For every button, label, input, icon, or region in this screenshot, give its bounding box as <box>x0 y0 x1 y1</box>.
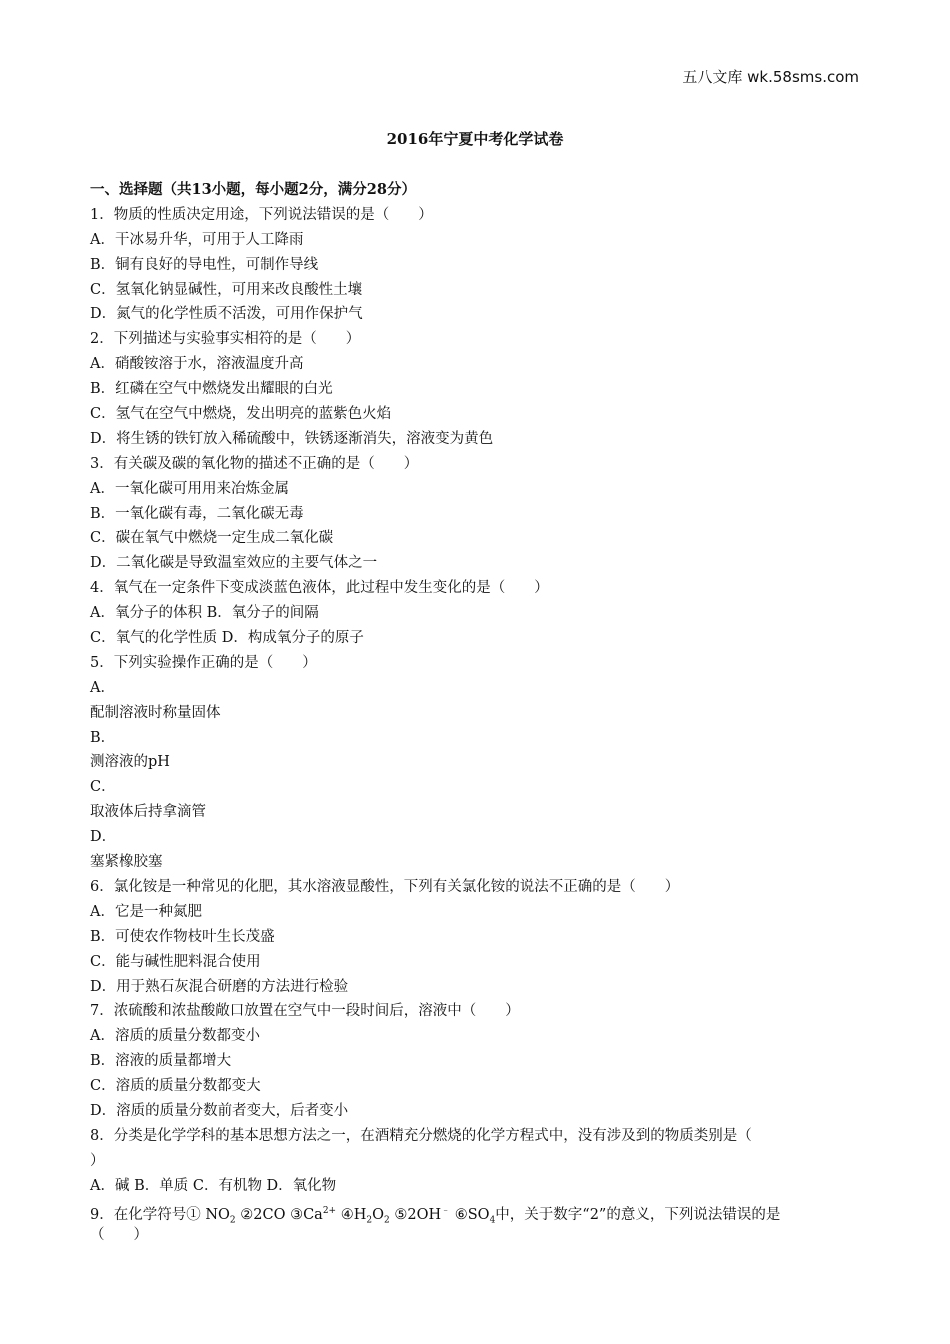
question-line: B． <box>90 729 116 746</box>
exam-title: 2016年宁夏中考化学试卷 <box>386 130 564 148</box>
question-line: 2．下列描述与实验事实相符的是（ ） <box>90 331 361 348</box>
question-lines <box>90 203 860 1124</box>
q9-symbol-5: ⑤2OH <box>389 1206 442 1223</box>
question-line: C．氧气的化学性质 D．构成氧分子的原子 <box>90 630 364 647</box>
question-line: 测溶液的pH <box>90 754 170 771</box>
q9-symbol-6-sub: 4 <box>489 1215 496 1226</box>
q8-line-2: ） <box>90 1152 105 1169</box>
q9-symbol-4-sub1: 2 <box>366 1215 373 1226</box>
q9-line-2: （ ） <box>90 1227 148 1244</box>
question-line: A．干冰易升华，可用于人工降雨 <box>90 231 304 248</box>
question-line: 配制溶液时称量固体 <box>90 704 221 721</box>
question-line: D．氮气的化学性质不活泼，可用作保护气 <box>90 306 363 323</box>
question-line: 塞紧橡胶塞 <box>90 854 163 871</box>
question-line: B．一氧化碳有毒，二氧化碳无毒 <box>90 505 304 522</box>
question-line: 3．有关碳及碳的氧化物的描述不正确的是（ ） <box>90 455 419 472</box>
question-line: C．溶质的质量分数都变大 <box>90 1078 261 1095</box>
q9-symbol-4b: O <box>372 1206 384 1223</box>
question-line: 4．氧气在一定条件下变成淡蓝色液体，此过程中发生变化的是（ ） <box>90 580 549 597</box>
q9-line-1 <box>90 1199 860 1224</box>
q9-suffix: 中，关于数字“2”的意义，下列说法错误的是 <box>495 1206 781 1223</box>
question-line: C．氢气在空气中燃烧，发出明亮的蓝紫色火焰 <box>90 406 392 423</box>
q9-symbol-5-sup: ﹣ <box>441 1205 451 1216</box>
question-line: B．溶液的质量都增大 <box>90 1053 232 1070</box>
section-heading: 一、选择题（共13小题，每小题2分，满分28分） <box>90 181 416 198</box>
question-line: C．碳在氧气中燃烧一定生成二氧化碳 <box>90 530 334 547</box>
question-line: A．一氧化碳可用用来冶炼金属 <box>90 480 289 497</box>
q8-options: A．碱 B．单质 C．有机物 D．氧化物 <box>90 1177 337 1194</box>
question-line: D．用于熟石灰混合研磨的方法进行检验 <box>90 978 349 995</box>
q8-line-1: 8．分类是化学学科的基本思想方法之一，在酒精充分燃烧的化学方程式中，没有涉及到的物质类别是（ <box>90 1127 752 1144</box>
q9-symbol-6: ⑥SO <box>450 1206 490 1223</box>
question-line: B．铜有良好的导电性，可制作导线 <box>90 256 319 273</box>
question-line: D．溶质的质量分数前者变大，后者变小 <box>90 1102 349 1119</box>
q9-symbol-1-sub: 2 <box>229 1215 236 1226</box>
question-line: 6．氯化铵是一种常见的化肥，其水溶液显酸性，下列有关氯化铵的说法不正确的是（ ） <box>90 878 680 895</box>
q9-symbol-4-sub2: 2 <box>384 1215 390 1226</box>
question-line: A． <box>90 679 115 696</box>
question-line: C．氢氧化钠显碱性，可用来改良酸性土壤 <box>90 281 363 298</box>
question-line: 1．物质的性质决定用途，下列说法错误的是（ ） <box>90 206 433 223</box>
question-line: D．二氧化碳是导致温室效应的主要气体之一 <box>90 555 378 572</box>
question-line: A．它是一种氮肥 <box>90 903 202 920</box>
question-line: A．溶质的质量分数都变小 <box>90 1028 260 1045</box>
q9-symbol-2: ②2CO ③Ca <box>235 1206 323 1223</box>
q9-symbol-3-sup: 2+ <box>322 1205 337 1216</box>
question-line: A．硝酸铵溶于水，溶液温度升高 <box>90 356 304 373</box>
question-line: 5．下列实验操作正确的是（ ） <box>90 654 317 671</box>
question-line: D． <box>90 829 117 846</box>
site-header: 五八文库 wk.58sms.com <box>682 68 859 86</box>
question-line: 7．浓硫酸和浓盐酸敞口放置在空气中一段时间后，溶液中（ ） <box>90 1003 520 1020</box>
question-line: B．可使农作物枝叶生长茂盛 <box>90 928 275 945</box>
exam-content <box>90 178 860 1248</box>
question-line: C． <box>90 779 116 796</box>
q9-symbol-1: ① NO <box>186 1206 230 1223</box>
q9-prefix: 9．在化学符号 <box>90 1206 187 1223</box>
question-line: 取液体后持拿滴管 <box>90 804 206 821</box>
q9-symbol-4: ④H <box>336 1206 367 1223</box>
question-line: A．氧分子的体积 B．氧分子的间隔 <box>90 605 319 622</box>
question-line: D．将生锈的铁钉放入稀硫酸中，铁锈逐渐消失，溶液变为黄色 <box>90 430 494 447</box>
question-line: B．红磷在空气中燃烧发出耀眼的白光 <box>90 381 333 398</box>
question-line: C．能与碱性肥料混合使用 <box>90 953 261 970</box>
